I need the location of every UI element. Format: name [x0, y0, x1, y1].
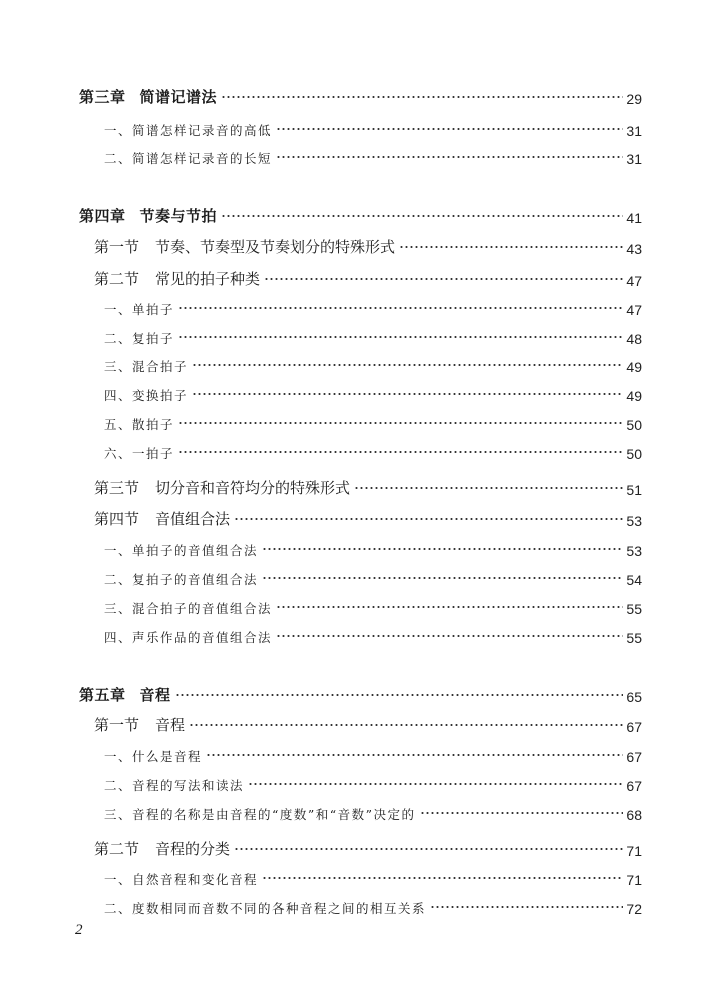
dot-leader — [276, 602, 623, 612]
toc-entry-title — [104, 599, 272, 617]
toc-entry-title — [104, 300, 174, 318]
toc-entry-text: 三、混合拍子的音值组合法 — [104, 601, 273, 616]
toc-entry-text: 一、简谱怎样记录音的高低 — [104, 123, 273, 138]
dot-leader — [234, 844, 623, 854]
toc-item-entry — [0, 799, 642, 823]
dot-leader — [276, 631, 623, 641]
toc-item-entry — [0, 622, 642, 646]
toc-entry-text: 常见的拍子种类 — [155, 270, 261, 288]
toc-entry-number: 第四章 — [79, 207, 126, 225]
toc-entry-page: 67 — [626, 719, 642, 735]
toc-entry-text: 节奏、节奏型及节奏划分的特殊形式 — [155, 238, 396, 256]
toc-item-entry — [0, 115, 642, 139]
dot-leader — [262, 573, 623, 583]
toc-entry-page: 51 — [626, 482, 642, 498]
page-number: 2 — [75, 922, 83, 938]
toc-entry-number: 第四节 — [94, 510, 140, 528]
toc-entry-page: 31 — [626, 123, 642, 139]
toc-entry-title — [94, 236, 395, 257]
toc-entry-number: 第五章 — [79, 686, 126, 704]
toc-chapter-entry — [0, 83, 642, 107]
toc-entry-title — [94, 714, 185, 735]
toc-entry-title — [104, 149, 272, 167]
toc-section-entry — [0, 474, 642, 498]
toc-entry-title — [104, 628, 272, 646]
dot-leader — [276, 124, 623, 134]
toc-entry-number: 第三节 — [94, 479, 140, 497]
toc-entry-number: 第一节 — [94, 716, 140, 734]
toc-entry-page: 31 — [626, 151, 642, 167]
toc-entry-page: 41 — [626, 210, 642, 226]
toc-entry-page: 48 — [626, 331, 642, 347]
toc-item-entry — [0, 770, 642, 794]
toc-entry-title — [104, 329, 174, 347]
toc-chapter-entry — [0, 202, 642, 226]
dot-leader — [221, 211, 623, 221]
toc-entry-title — [104, 776, 244, 794]
toc-entry-number: 第二节 — [94, 270, 140, 288]
toc-entry-title — [79, 205, 217, 226]
toc-entry-number: 第二节 — [94, 840, 140, 858]
dot-leader — [430, 902, 623, 912]
toc-entry-page: 67 — [626, 749, 642, 765]
toc-entry-text: 四、声乐作品的音值组合法 — [104, 630, 273, 645]
toc-item-entry — [0, 294, 642, 318]
toc-entry-text: 一、单拍子 — [104, 302, 175, 317]
toc-entry-number: 第三章 — [79, 88, 126, 106]
dot-leader — [262, 544, 623, 554]
dot-leader — [420, 808, 624, 818]
toc-entry-page: 68 — [626, 807, 642, 823]
dot-leader — [221, 92, 623, 102]
toc-entry-page: 71 — [626, 872, 642, 888]
toc-entry-text: 切分音和音符均分的特殊形式 — [155, 479, 351, 497]
toc-section-entry — [0, 233, 642, 257]
toc-entry-text: 五、散拍子 — [104, 417, 175, 432]
toc-entry-text: 一、自然音程和变化音程 — [104, 872, 259, 887]
toc-entry-title — [94, 838, 230, 859]
toc-entry-title — [79, 86, 217, 107]
dot-leader — [206, 750, 623, 760]
toc-entry-text: 音程的分类 — [155, 840, 231, 858]
toc-entry-text: 二、简谱怎样记录音的长短 — [104, 151, 273, 166]
toc-entry-title — [104, 121, 272, 139]
toc-entry-text: 三、混合拍子 — [104, 359, 189, 374]
toc-entry-text: 一、什么是音程 — [104, 749, 203, 764]
toc-entry-text: 二、音程的写法和读法 — [104, 778, 245, 793]
toc-entry-text: 四、变换拍子 — [104, 388, 189, 403]
toc-entry-page: 50 — [626, 446, 642, 462]
toc-entry-page: 55 — [626, 630, 642, 646]
toc-section-entry — [0, 835, 642, 859]
toc-entry-page: 53 — [626, 543, 642, 559]
toc-item-entry — [0, 564, 642, 588]
toc-entry-page: 65 — [626, 689, 642, 705]
dot-leader — [189, 720, 623, 730]
dot-leader — [399, 242, 623, 252]
dot-leader — [262, 873, 623, 883]
toc-section-entry — [0, 505, 642, 529]
dot-leader — [264, 274, 623, 284]
toc-entry-text: 节奏与节拍 — [139, 207, 218, 225]
toc-entry-page: 49 — [626, 359, 642, 375]
toc-entry-text: 六、一拍子 — [104, 446, 175, 461]
toc-entry-title — [104, 805, 416, 823]
toc-entry-page: 72 — [626, 901, 642, 917]
toc-item-entry — [0, 380, 642, 404]
dot-leader — [175, 690, 624, 700]
toc-entry-page: 47 — [626, 273, 642, 289]
toc-entry-title — [104, 357, 188, 375]
dot-leader — [354, 483, 623, 493]
toc-entry-title — [104, 541, 258, 559]
toc-entry-text: 二、度数相同而音数不同的各种音程之间的相互关系 — [104, 901, 427, 916]
toc-entry-page: 47 — [626, 302, 642, 318]
toc-entry-title — [104, 899, 426, 917]
toc-entry-title — [94, 508, 230, 529]
toc-entry-number: 第一节 — [94, 238, 140, 256]
toc-item-entry — [0, 593, 642, 617]
dot-leader — [178, 332, 623, 342]
toc-item-entry — [0, 741, 642, 765]
toc-item-entry — [0, 535, 642, 559]
toc-item-entry — [0, 893, 642, 917]
dot-leader — [178, 418, 623, 428]
toc-entry-text: 音值组合法 — [155, 510, 231, 528]
toc-chapter-entry — [0, 681, 642, 705]
toc-entry-title — [104, 870, 258, 888]
toc-entry-title — [104, 415, 174, 433]
toc-entry-text: 二、复拍子的音值组合法 — [104, 572, 259, 587]
toc-item-entry — [0, 438, 642, 462]
toc-entry-page: 49 — [626, 388, 642, 404]
toc-item-entry — [0, 864, 642, 888]
dot-leader — [192, 389, 623, 399]
toc-entry-title — [79, 684, 171, 705]
toc-entry-text: 音程 — [139, 686, 171, 704]
toc-entry-page: 43 — [626, 241, 642, 257]
dot-leader — [234, 514, 623, 524]
toc-entry-page: 50 — [626, 417, 642, 433]
toc-entry-page: 55 — [626, 601, 642, 617]
toc-entry-page: 29 — [626, 91, 642, 107]
toc-section-entry — [0, 711, 642, 735]
dot-leader — [178, 447, 623, 457]
dot-leader — [276, 152, 623, 162]
toc-item-entry — [0, 351, 642, 375]
dot-leader — [248, 779, 623, 789]
toc-section-entry — [0, 265, 642, 289]
toc-entry-text: 一、单拍子的音值组合法 — [104, 543, 259, 558]
toc-item-entry — [0, 323, 642, 347]
toc-entry-page: 54 — [626, 572, 642, 588]
toc-entry-title — [104, 747, 202, 765]
toc-entry-title — [104, 570, 258, 588]
toc-entry-text: 三、音程的名称是由音程的“度数”和“音数”决定的 — [104, 807, 416, 822]
toc-entry-text: 二、复拍子 — [104, 331, 175, 346]
dot-leader — [192, 360, 623, 370]
toc-entry-text: 音程 — [155, 716, 186, 734]
toc-entry-page: 53 — [626, 513, 642, 529]
toc-entry-title — [104, 444, 174, 462]
toc-item-entry — [0, 409, 642, 433]
toc-entry-text: 简谱记谱法 — [139, 88, 218, 106]
toc-entry-page: 71 — [626, 843, 642, 859]
toc-entry-title — [94, 477, 350, 498]
toc-entry-title — [94, 268, 260, 289]
toc-entry-title — [104, 386, 188, 404]
dot-leader — [178, 303, 623, 313]
toc-item-entry — [0, 143, 642, 167]
toc-entry-page: 67 — [626, 778, 642, 794]
